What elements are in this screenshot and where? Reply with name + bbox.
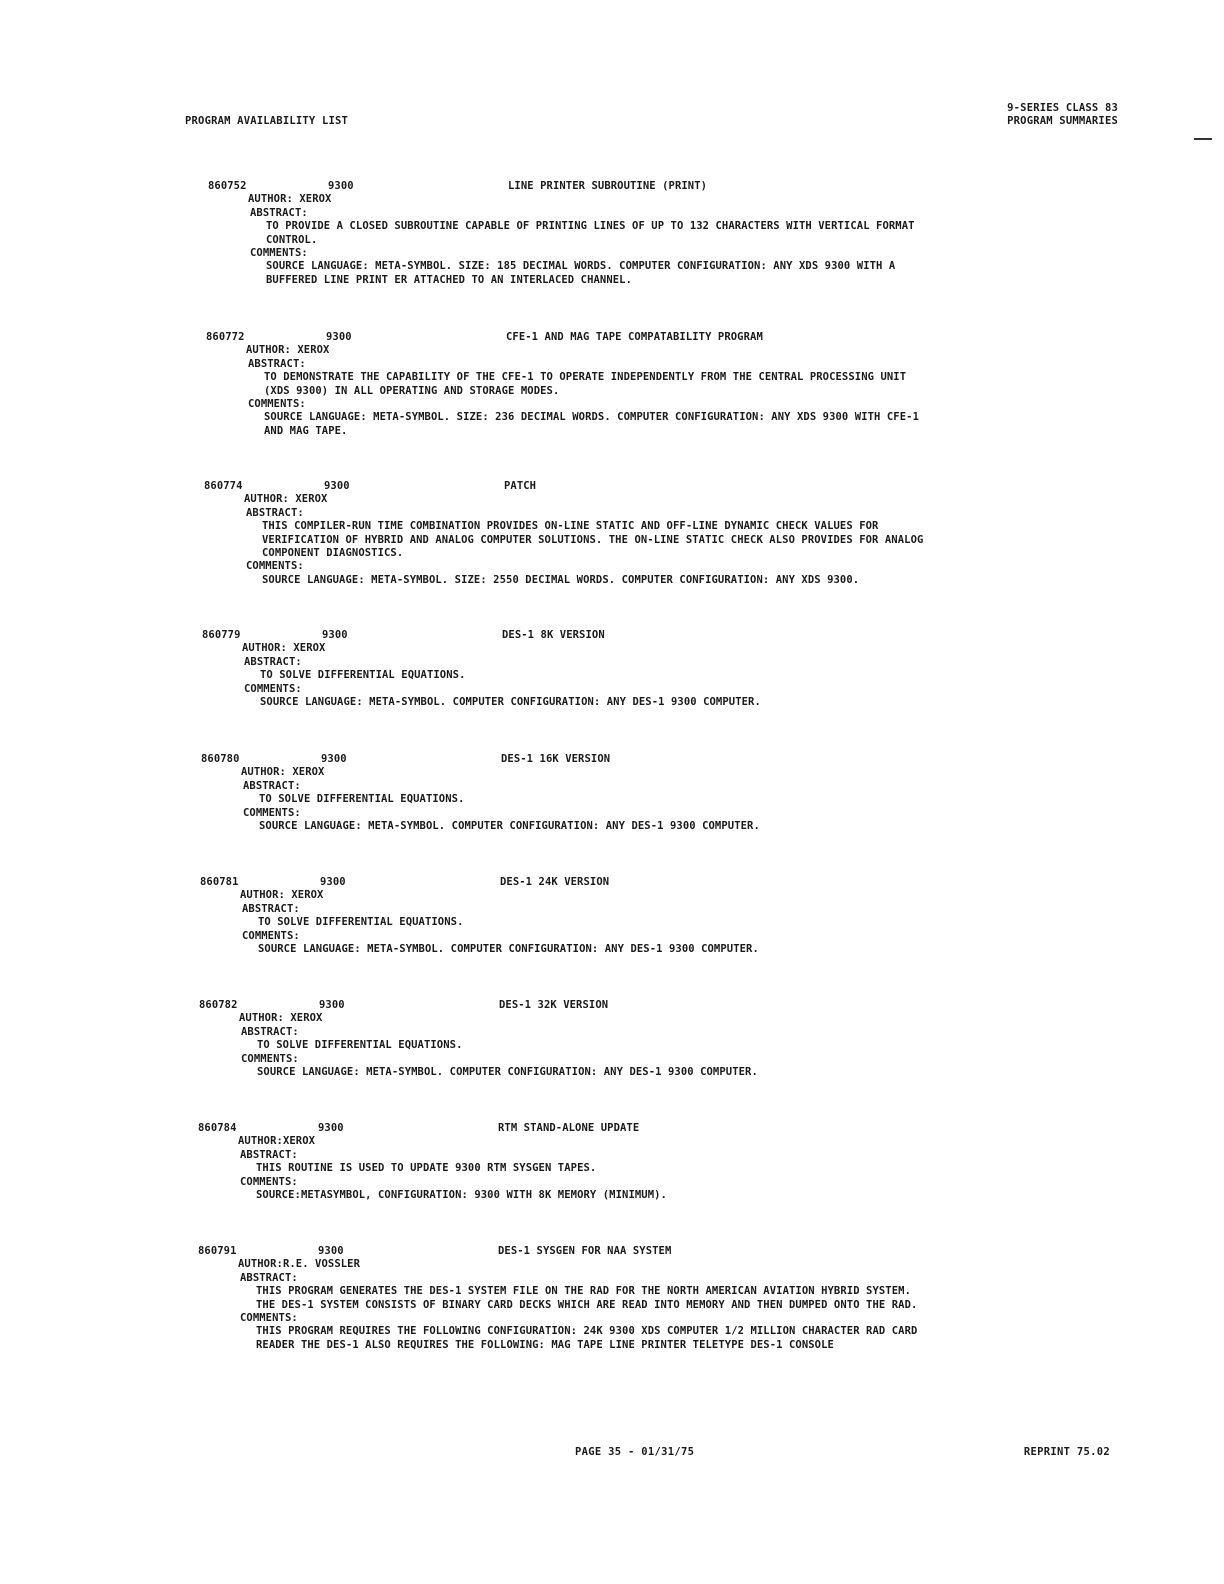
author: AUTHOR: XEROX (248, 193, 332, 206)
comments-label: COMMENTS: (248, 398, 306, 411)
comments-label: COMMENTS: (250, 247, 308, 260)
comments-label: COMMENTS: (246, 560, 304, 573)
program-number: 860774 (204, 480, 243, 492)
comments-text: SOURCE LANGUAGE: META-SYMBOL. COMPUTER CONFIGURATION: ANY DES-1 9300 COMPUTER. (260, 696, 761, 709)
program-title: DES-1 8K VERSION (502, 629, 605, 641)
comments-text: SOURCE LANGUAGE: META-SYMBOL. SIZE: 2550 DECIMAL WORDS. COMPUTER CONFIGURATION: ANY XDS 9300. (262, 573, 860, 586)
entry-heading (206, 331, 1126, 344)
computer-model: 9300 (322, 629, 348, 641)
abstract-text: TO SOLVE DIFFERENTIAL EQUATIONS. (258, 916, 464, 929)
program-title: DES-1 16K VERSION (501, 753, 611, 765)
comments-text: SOURCE:METASYMBOL, CONFIGURATION: 9300 WITH 8K MEMORY (MINIMUM). (256, 1189, 667, 1202)
abstract-label: ABSTRACT: (241, 1025, 299, 1038)
program-number: 860781 (200, 876, 239, 888)
entry-heading (198, 1245, 1118, 1258)
abstract-text: TO SOLVE DIFFERENTIAL EQUATIONS. (257, 1039, 463, 1052)
author: AUTHOR:XEROX (238, 1135, 316, 1148)
program-number: 860782 (199, 999, 238, 1011)
abstract-text: THIS PROGRAM GENERATES THE DES-1 SYSTEM FILE ON THE RAD FOR THE NORTH AMERICAN AVIATION HYBRID SYSTEM. THE DES-1 SYSTEM CONSISTS OF BINARY CARD DECKS WHICH ARE READ INTO MEMORY AND THEN DUMPED ONTO THE RAD. (256, 1285, 918, 1311)
abstract-text: THIS ROUTINE IS USED TO UPDATE 9300 RTM SYSGEN TAPES. (256, 1162, 597, 1175)
abstract-text: TO SOLVE DIFFERENTIAL EQUATIONS. (260, 669, 466, 682)
running-header-right (1007, 102, 1118, 128)
computer-model: 9300 (328, 180, 354, 192)
author: AUTHOR: XEROX (246, 344, 330, 357)
section-label: PROGRAM SUMMARIES (1007, 115, 1118, 127)
abstract-label: ABSTRACT: (248, 357, 306, 370)
computer-model: 9300 (319, 999, 345, 1011)
abstract-text: TO PROVIDE A CLOSED SUBROUTINE CAPABLE OF PRINTING LINES OF UP TO 132 CHARACTERS WITH VERTICAL FORMAT CONTROL. (266, 220, 915, 246)
entry-heading (201, 753, 1121, 766)
program-title: RTM STAND-ALONE UPDATE (498, 1122, 640, 1134)
program-title: LINE PRINTER SUBROUTINE (PRINT) (508, 180, 708, 192)
program-number: 860780 (201, 753, 240, 765)
running-header-left: PROGRAM AVAILABILITY LIST (185, 115, 349, 127)
entry-heading (198, 1122, 1118, 1135)
program-entry (208, 180, 1128, 287)
computer-model: 9300 (318, 1122, 344, 1134)
comments-text: SOURCE LANGUAGE: META-SYMBOL. SIZE: 236 DECIMAL WORDS. COMPUTER CONFIGURATION: ANY XDS 9300 WITH CFE-1 AND MAG TAPE. (264, 411, 919, 437)
comments-label: COMMENTS: (241, 1052, 299, 1065)
entry-heading (204, 480, 1124, 493)
abstract-text: THIS COMPILER-RUN TIME COMBINATION PROVIDES ON-LINE STATIC AND OFF-LINE DYNAMIC CHECK VALUES FOR VERIFICATION OF HYBRID AND ANALOG COMPUTER SOLUTIONS. THE ON-LINE STATIC CHECK ALSO PROVIDES FOR ANALOG COMPONENT DIAGNOSTICS. (262, 520, 924, 560)
comments-text: THIS PROGRAM REQUIRES THE FOLLOWING CONFIGURATION: 24K 9300 XDS COMPUTER 1/2 MILLION CHARACTER RAD CARD READER THE DES-1 ALSO REQUIRES THE FOLLOWING: MAG TAPE LINE PRINTER TELETYPE DES-1 CONSOLE (256, 1325, 918, 1351)
program-entry (199, 999, 1119, 1079)
author: AUTHOR: XEROX (244, 493, 328, 506)
abstract-label: ABSTRACT: (240, 1271, 298, 1284)
abstract-label: ABSTRACT: (246, 506, 304, 519)
program-entry (206, 331, 1126, 438)
program-entry (204, 480, 1124, 587)
computer-model: 9300 (324, 480, 350, 492)
program-entry (202, 629, 1122, 709)
program-number: 860791 (198, 1245, 237, 1257)
abstract-label: ABSTRACT: (243, 779, 301, 792)
author: AUTHOR: XEROX (242, 642, 326, 655)
program-title: PATCH (504, 480, 537, 492)
comments-text: SOURCE LANGUAGE: META-SYMBOL. COMPUTER CONFIGURATION: ANY DES-1 9300 COMPUTER. (259, 820, 760, 833)
author: AUTHOR:R.E. VOSSLER (238, 1258, 361, 1271)
comments-text: SOURCE LANGUAGE: META-SYMBOL. COMPUTER CONFIGURATION: ANY DES-1 9300 COMPUTER. (258, 943, 759, 956)
reprint-label: REPRINT 75.02 (1023, 1446, 1110, 1458)
entry-heading (208, 180, 1128, 193)
comments-label: COMMENTS: (244, 682, 302, 695)
program-entry (198, 1122, 1118, 1202)
program-title: DES-1 32K VERSION (499, 999, 609, 1011)
abstract-label: ABSTRACT: (240, 1148, 298, 1161)
program-number: 860779 (202, 629, 241, 641)
author: AUTHOR: XEROX (240, 889, 324, 902)
comments-label: COMMENTS: (243, 806, 301, 819)
series-class-label: 9-SERIES CLASS 83 (1007, 102, 1118, 114)
program-title: CFE-1 AND MAG TAPE COMPATABILITY PROGRAM (506, 331, 763, 343)
comments-label: COMMENTS: (240, 1312, 298, 1325)
author: AUTHOR: XEROX (241, 766, 325, 779)
comments-label: COMMENTS: (240, 1175, 298, 1188)
entry-heading (202, 629, 1122, 642)
computer-model: 9300 (320, 876, 346, 888)
entry-heading (199, 999, 1119, 1012)
computer-model: 9300 (326, 331, 352, 343)
program-number: 860784 (198, 1122, 237, 1134)
program-title: DES-1 SYSGEN FOR NAA SYSTEM (498, 1245, 672, 1257)
abstract-label: ABSTRACT: (244, 655, 302, 668)
program-number: 860752 (208, 180, 247, 192)
program-entry (200, 876, 1120, 956)
abstract-label: ABSTRACT: (250, 206, 308, 219)
abstract-label: ABSTRACT: (242, 902, 300, 915)
abstract-text: TO DEMONSTRATE THE CAPABILITY OF THE CFE-1 TO OPERATE INDEPENDENTLY FROM THE CENTRAL PROCESSING UNIT (XDS 9300) IN ALL OPERATING AND STORAGE MODES. (264, 371, 907, 397)
program-entry (198, 1245, 1118, 1352)
author: AUTHOR: XEROX (239, 1012, 323, 1025)
page-footer-date: PAGE 35 - 01/31/75 (575, 1446, 695, 1458)
computer-model: 9300 (318, 1245, 344, 1257)
program-number: 860772 (206, 331, 245, 343)
abstract-text: TO SOLVE DIFFERENTIAL EQUATIONS. (259, 793, 465, 806)
computer-model: 9300 (321, 753, 347, 765)
program-title: DES-1 24K VERSION (500, 876, 610, 888)
program-entry (201, 753, 1121, 833)
comments-text: SOURCE LANGUAGE: META-SYMBOL. COMPUTER CONFIGURATION: ANY DES-1 9300 COMPUTER. (257, 1066, 758, 1079)
comments-label: COMMENTS: (242, 929, 300, 942)
edge-mark (1194, 138, 1212, 140)
comments-text: SOURCE LANGUAGE: META-SYMBOL. SIZE: 185 DECIMAL WORDS. COMPUTER CONFIGURATION: ANY XDS 9300 WITH A BUFFERED LINE PRINT ER ATTACHED TO AN INTERLACED CHANNEL. (266, 260, 896, 286)
entry-heading (200, 876, 1120, 889)
